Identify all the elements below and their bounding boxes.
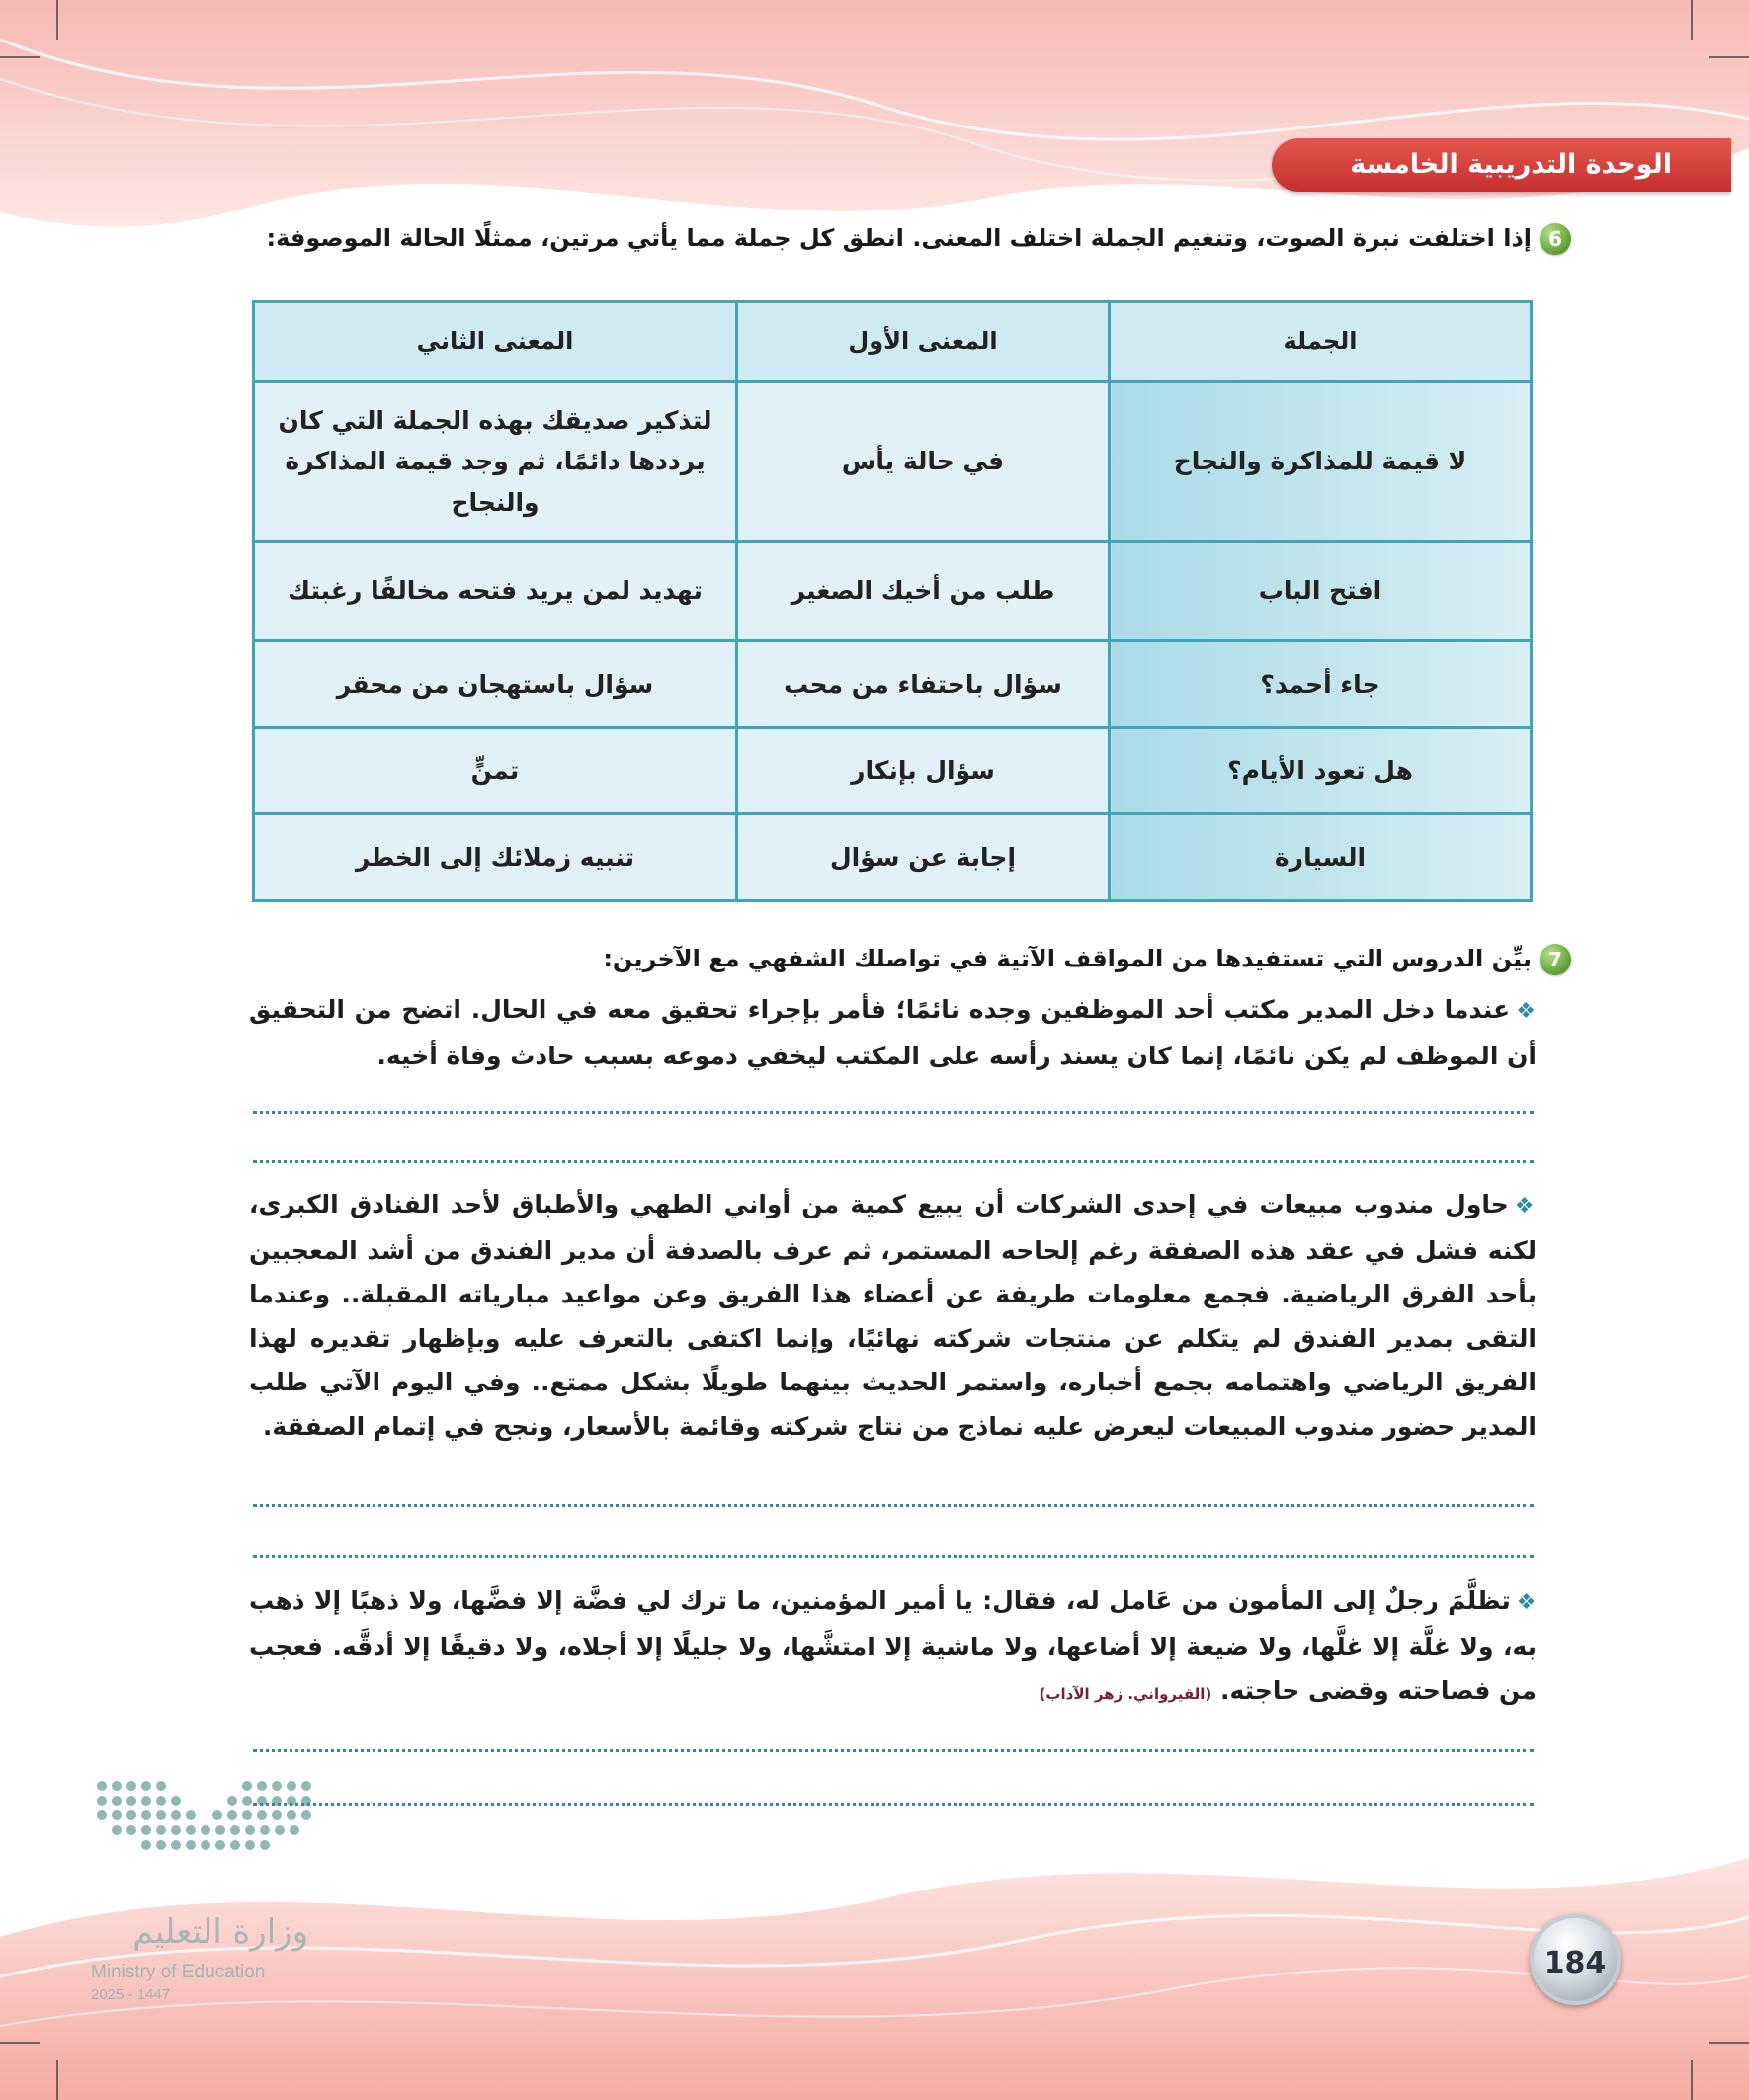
- cell-sentence: افتح الباب: [1110, 542, 1532, 641]
- header-meaning-2: المعنى الثاني: [254, 302, 737, 382]
- situation-1-text: عندما دخل المدير مكتب أحد الموظفين وجده نائمًا؛ فأمر بإجراء تحقيق معه في الحال. اتضح من التحقيق أن الموظف لم يكن نائمًا، إنما كان يسند رأسه على المكتب ليخفي دموعه بسبب حادث وفاة أخيه.: [249, 995, 1537, 1070]
- answer-line[interactable]: [253, 1749, 1534, 1752]
- question-6-text: إذا اختلفت نبرة الصوت، وتنغيم الجملة اختلف المعنى. انطق كل جملة مما يأتي مرتين، ممثلًا الحالة الموصوفة:: [266, 224, 1532, 252]
- cell-meaning-2: تمنٍّ: [254, 728, 737, 814]
- cell-meaning-2: لتذكير صديقك بهذه الجملة التي كان يرددها دائمًا، ثم وجد قيمة المذاكرة والنجاح: [254, 382, 737, 542]
- table-row: [254, 542, 1532, 641]
- cell-meaning-1: في حالة يأس: [737, 382, 1110, 542]
- ministry-name-arabic: وزارة التعليم: [132, 1912, 308, 1952]
- answer-line[interactable]: [253, 1555, 1534, 1558]
- cell-meaning-2: تنبيه زملائك إلى الخطر: [254, 814, 737, 901]
- header-sentence: الجملة: [1110, 302, 1532, 382]
- question-7-prompt: [514, 944, 1571, 975]
- question-6-prompt: [237, 223, 1571, 255]
- page-number: 184: [1530, 1914, 1621, 2005]
- cell-meaning-2: تهديد لمن يريد فتحه مخالفًا رغبتك: [254, 542, 737, 641]
- table-row: [254, 641, 1532, 728]
- situation-3-text: تظلَّمَ رجلٌ إلى المأمون من عَامل له، فقال: يا أمير المؤمنين، ما ترك لي فضَّة إلا فضَّها، ولا ذهبًا إلا ذهب به، ولا غلَّة إلا غلَّها، ولا ضيعة إلا أضاعها، ولا ماشية إلا امتشَّها، ولا جليلًا إلا أجلاه، ولا دقيقًا إلا أدقَّه. فعجب من فصاحته وقضى حاجته.: [249, 1586, 1537, 1705]
- table-row: [254, 728, 1532, 814]
- answer-line[interactable]: [253, 1160, 1534, 1163]
- cell-sentence: جاء أحمد؟: [1110, 641, 1532, 728]
- table-row: [254, 382, 1532, 542]
- cell-meaning-2: سؤال باستهجان من محقر: [254, 641, 737, 728]
- source-citation: (القيرواني. زهر الآداب): [1039, 1685, 1212, 1703]
- situation-2: [249, 1183, 1537, 1449]
- situation-3: [249, 1579, 1537, 1717]
- cell-sentence: لا قيمة للمذاكرة والنجاح: [1110, 382, 1532, 542]
- answer-line[interactable]: [253, 1111, 1534, 1114]
- question-7-text: بيِّن الدروس التي تستفيدها من المواقف الآتية في تواصلك الشفهي مع الآخرين:: [603, 945, 1532, 972]
- situation-1: [249, 988, 1537, 1078]
- unit-title-banner: الوحدة التدريبية الخامسة: [1272, 138, 1731, 192]
- cell-meaning-1: إجابة عن سؤال: [737, 814, 1110, 901]
- cell-sentence: هل تعود الأيام؟: [1110, 728, 1532, 814]
- ministry-year: 2025 - 1447: [91, 1986, 171, 2003]
- question-6-number: 6: [1540, 223, 1571, 255]
- ministry-name-english: Ministry of Education: [91, 1962, 266, 1982]
- bullet-icon: ❖: [1516, 999, 1537, 1024]
- meanings-table: [252, 300, 1533, 902]
- cell-meaning-1: سؤال باحتفاء من محب: [737, 641, 1110, 728]
- table-header-row: [254, 302, 1532, 382]
- bullet-icon: ❖: [1514, 1194, 1537, 1218]
- cell-meaning-1: سؤال بإنكار: [737, 728, 1110, 814]
- situation-2-text: حاول مندوب مبيعات في إحدى الشركات أن يبيع كمية من أواني الطهي والأطباق لأحد الفنادق الكبرى، لكنه فشل في عقد هذه الصفقة رغم إلحاحه المستمر، ثم عرف بالصدفة أن مدير الفندق من أشد المعجبين بأحد الفرق الرياضية. فجمع معلومات طريفة عن أعضاء هذا الفريق وعن مواعيد مبارياته المقبلة.. وعندما التقى بمدير الفندق لم يتكلم عن منتجات شركته نهائيًا، وإنما اكتفى بالتعرف عليه وبإظهار تقديره لهذا الفريق الرياضي واهتمامه بجمع أخباره، واستمر الحديث بينهما طويلًا بشكل ممتع.. وفي اليوم الآتي طلب المدير حضور مندوب المبيعات ليعرض عليه نماذج من نتاج شركته وقائمة بالأسعار، ونجح في إتمام الصفقة.: [249, 1190, 1537, 1441]
- table-row: [254, 814, 1532, 901]
- answer-line[interactable]: [253, 1504, 1534, 1507]
- question-7-number: 7: [1540, 944, 1571, 975]
- cell-meaning-1: طلب من أخيك الصغير: [737, 542, 1110, 641]
- header-meaning-1: المعنى الأول: [737, 302, 1110, 382]
- answer-line[interactable]: [253, 1803, 1534, 1806]
- cell-sentence: السيارة: [1110, 814, 1532, 901]
- bullet-icon: ❖: [1516, 1590, 1537, 1615]
